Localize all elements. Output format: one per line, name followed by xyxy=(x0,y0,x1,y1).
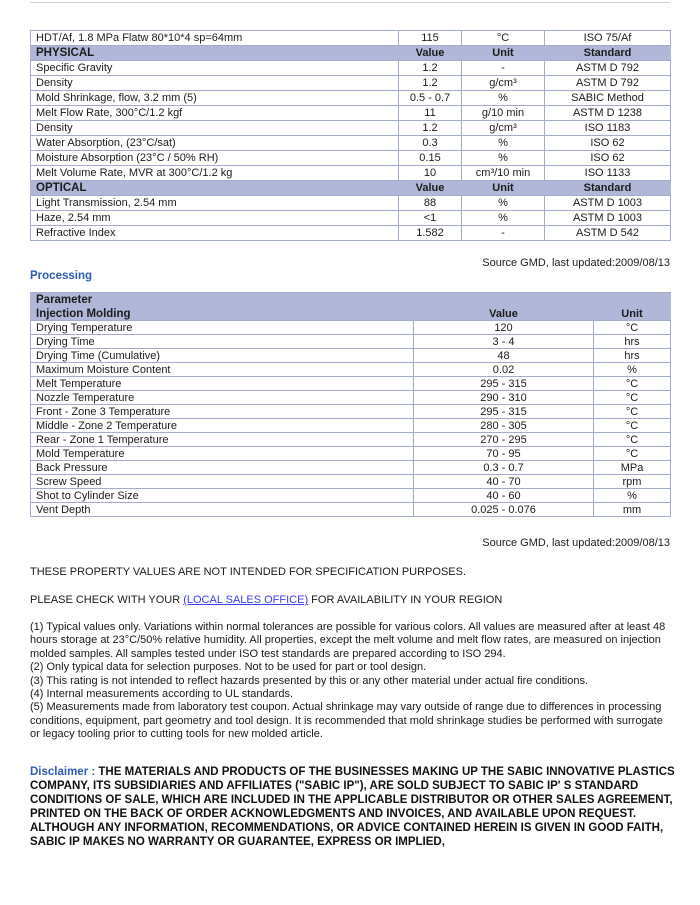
specification-note: THESE PROPERTY VALUES ARE NOT INTENDED FOR SPECIFICATION PURPOSES. xyxy=(30,566,467,578)
value-cell: 115 xyxy=(399,31,462,46)
property-row xyxy=(31,106,671,121)
parameter-cell: Rear - Zone 1 Temperature xyxy=(31,433,414,447)
source-note: Source GMD, last updated:2009/08/13 xyxy=(482,257,670,269)
property-row xyxy=(31,121,671,136)
property-cell: PHYSICAL xyxy=(31,46,399,61)
value-cell: 0.15 xyxy=(399,151,462,166)
processing-table xyxy=(30,292,671,517)
value-cell: 88 xyxy=(399,196,462,211)
parameter-cell: Mold Temperature xyxy=(31,447,414,461)
unit-cell: °C xyxy=(594,419,671,433)
value-cell: 0.3 - 0.7 xyxy=(414,461,594,475)
parameter-cell: Vent Depth xyxy=(31,503,414,517)
processing-row xyxy=(31,377,671,391)
source-note: Source GMD, last updated:2009/08/13 xyxy=(482,537,670,549)
standard-cell: ASTM D 1003 xyxy=(545,211,671,226)
property-row xyxy=(31,91,671,106)
property-cell: Mold Shrinkage, flow, 3.2 mm (5) xyxy=(31,91,399,106)
unit-cell: g/cm³ xyxy=(462,76,545,91)
property-cell: Water Absorption, (23°C/sat) xyxy=(31,136,399,151)
unit-cell: % xyxy=(594,363,671,377)
processing-section-heading: Processing xyxy=(30,270,92,282)
unit-cell: MPa xyxy=(594,461,671,475)
processing-row xyxy=(31,461,671,475)
value-cell: 0.3 xyxy=(399,136,462,151)
section-header-row xyxy=(31,46,671,61)
property-cell: Refractive Index xyxy=(31,226,399,241)
parameter-cell: Middle - Zone 2 Temperature xyxy=(31,419,414,433)
standard-cell: ISO 75/Af xyxy=(545,31,671,46)
value-cell: Value xyxy=(399,181,462,196)
unit-cell: °C xyxy=(594,433,671,447)
standard-cell: ASTM D 542 xyxy=(545,226,671,241)
value-cell: 0.02 xyxy=(414,363,594,377)
value-cell: 280 - 305 xyxy=(414,419,594,433)
availability-note xyxy=(30,594,502,606)
parameter-cell: Melt Temperature xyxy=(31,377,414,391)
standard-cell: ASTM D 1238 xyxy=(545,106,671,121)
unit-header-cell: Unit xyxy=(594,307,671,321)
unit-cell: % xyxy=(462,211,545,226)
processing-row xyxy=(31,503,671,517)
value-cell: 0.025 - 0.076 xyxy=(414,503,594,517)
property-cell: OPTICAL xyxy=(31,181,399,196)
parameter-cell: Nozzle Temperature xyxy=(31,391,414,405)
processing-row xyxy=(31,363,671,377)
parameter-cell: Drying Time xyxy=(31,335,414,349)
footnote-1: (1) Typical values only. Variations within normal tolerances are possible for various colors. All values are measured after at least 48 hours storage at 23°C/50% relative humidity. All properties, except the melt volume and melt flow rates, are measured on injection molded samples. All samples tested under ISO test standards are prepared according to ISO 294. xyxy=(30,621,666,660)
availability-suffix: FOR AVAILABILITY IN YOUR REGION xyxy=(308,594,503,606)
unit-cell: °C xyxy=(594,391,671,405)
value-cell: <1 xyxy=(399,211,462,226)
processing-row xyxy=(31,419,671,433)
unit-cell: g/10 min xyxy=(462,106,545,121)
unit-cell: °C xyxy=(594,447,671,461)
footnotes-block xyxy=(30,621,672,742)
unit-cell: °C xyxy=(594,377,671,391)
injection-molding-header-cell: Injection Molding xyxy=(31,307,414,321)
processing-row xyxy=(31,405,671,419)
property-row xyxy=(31,31,671,46)
unit-cell: Unit xyxy=(462,181,545,196)
processing-row xyxy=(31,433,671,447)
value-cell: Value xyxy=(399,46,462,61)
unit-cell: hrs xyxy=(594,349,671,363)
standard-cell: ASTM D 792 xyxy=(545,61,671,76)
property-cell: Melt Volume Rate, MVR at 300°C/1.2 kg xyxy=(31,166,399,181)
unit-cell: °C xyxy=(594,405,671,419)
processing-row xyxy=(31,321,671,335)
property-row xyxy=(31,166,671,181)
parameter-cell: Screw Speed xyxy=(31,475,414,489)
unit-cell: mm xyxy=(594,503,671,517)
property-row xyxy=(31,196,671,211)
value-cell: 290 - 310 xyxy=(414,391,594,405)
value-cell: 0.5 - 0.7 xyxy=(399,91,462,106)
availability-prefix: PLEASE CHECK WITH YOUR xyxy=(30,594,184,606)
standard-cell: ISO 62 xyxy=(545,151,671,166)
processing-row xyxy=(31,391,671,405)
processing-row xyxy=(31,447,671,461)
standard-cell: ISO 1133 xyxy=(545,166,671,181)
physical-optical-table-body xyxy=(31,31,671,241)
property-row xyxy=(31,61,671,76)
footnote-5: (5) Measurements made from laboratory test coupon. Actual shrinkage may vary outside of range due to differences in processing conditions, equipment, part geometry and tool design. It is recommended that mold shrinkage studies be performed with surrogate or legacy tooling prior to cutting tools for new molded article. xyxy=(30,701,663,741)
value-header-cell: Value xyxy=(414,307,594,321)
property-cell: Light Transmission, 2.54 mm xyxy=(31,196,399,211)
property-cell: Melt Flow Rate, 300°C/1.2 kgf xyxy=(31,106,399,121)
parameter-header-cell: Parameter xyxy=(31,293,671,307)
value-cell: 120 xyxy=(414,321,594,335)
unit-cell: % xyxy=(462,196,545,211)
unit-cell: cm³/10 min xyxy=(462,166,545,181)
property-row xyxy=(31,76,671,91)
value-cell: 1.2 xyxy=(399,76,462,91)
parameter-cell: Maximum Moisture Content xyxy=(31,363,414,377)
footnote-3: (3) This rating is not intended to reflect hazards presented by this or any other material under actual fire conditions. xyxy=(30,674,589,687)
property-cell: Density xyxy=(31,121,399,136)
value-cell: 270 - 295 xyxy=(414,433,594,447)
parameter-cell: Drying Time (Cumulative) xyxy=(31,349,414,363)
value-cell: 3 - 4 xyxy=(414,335,594,349)
disclaimer-block xyxy=(30,765,675,850)
unit-cell: °C xyxy=(462,31,545,46)
property-cell: Moisture Absorption (23°C / 50% RH) xyxy=(31,151,399,166)
value-cell: 1.2 xyxy=(399,121,462,136)
value-cell: 10 xyxy=(399,166,462,181)
disclaimer-text: THE MATERIALS AND PRODUCTS OF THE BUSINESSES MAKING UP THE SABIC INNOVATIVE PLASTICS COMPANY, ITS SUBSIDIARIES AND AFFILIATES ("SABIC IP"), ARE SOLD SUBJECT TO SABIC IP' S STANDARD CONDITIONS OF SALE, WHICH ARE INCLUDED IN THE APPLICABLE DISTRIBUTOR OR OTHER SALES AGREEMENT, PRINTED ON THE BACK OF ORDER ACKNOWLEDGMENTS AND INVOICES, AND AVAILABLE UPON REQUEST. ALTHOUGH ANY INFORMATION, RECOMMENDATIONS, OR ADVICE CONTAINED HEREIN IS GIVEN IN GOOD FAITH, SABIC IP MAKES NO WARRANTY OR GUARANTEE, EXPRESS OR IMPLIED, xyxy=(30,766,675,849)
footnote-4: (4) Internal measurements according to UL standards. xyxy=(30,688,294,701)
unit-cell: °C xyxy=(594,321,671,335)
value-cell: 11 xyxy=(399,106,462,121)
property-row xyxy=(31,151,671,166)
unit-cell: % xyxy=(462,151,545,166)
processing-row xyxy=(31,489,671,503)
property-cell: Density xyxy=(31,76,399,91)
unit-cell: rpm xyxy=(594,475,671,489)
unit-cell: % xyxy=(462,91,545,106)
value-cell: 48 xyxy=(414,349,594,363)
disclaimer-label: Disclaimer : xyxy=(30,766,96,778)
parameter-cell: Shot to Cylinder Size xyxy=(31,489,414,503)
processing-row xyxy=(31,475,671,489)
unit-cell: - xyxy=(462,61,545,76)
physical-optical-table xyxy=(30,30,671,241)
processing-row xyxy=(31,335,671,349)
unit-cell: - xyxy=(462,226,545,241)
standard-cell: ASTM D 1003 xyxy=(545,196,671,211)
property-row xyxy=(31,226,671,241)
property-cell: Specific Gravity xyxy=(31,61,399,76)
processing-table-body xyxy=(31,293,671,517)
parameter-cell: Drying Temperature xyxy=(31,321,414,335)
value-cell: 40 - 60 xyxy=(414,489,594,503)
value-cell: 40 - 70 xyxy=(414,475,594,489)
processing-header-row-columns xyxy=(31,307,671,321)
value-cell: 295 - 315 xyxy=(414,377,594,391)
unit-cell: g/cm³ xyxy=(462,121,545,136)
unit-cell: % xyxy=(594,489,671,503)
parameter-cell: Front - Zone 3 Temperature xyxy=(31,405,414,419)
property-row xyxy=(31,211,671,226)
property-row xyxy=(31,136,671,151)
section-header-row xyxy=(31,181,671,196)
standard-cell: ISO 62 xyxy=(545,136,671,151)
value-cell: 1.2 xyxy=(399,61,462,76)
processing-row xyxy=(31,349,671,363)
value-cell: 295 - 315 xyxy=(414,405,594,419)
parameter-cell: Back Pressure xyxy=(31,461,414,475)
page-cut-divider xyxy=(30,2,670,3)
standard-cell: Standard xyxy=(545,46,671,61)
property-cell: Haze, 2.54 mm xyxy=(31,211,399,226)
value-cell: 1.582 xyxy=(399,226,462,241)
unit-cell: Unit xyxy=(462,46,545,61)
property-cell: HDT/Af, 1.8 MPa Flatw 80*10*4 sp=64mm xyxy=(31,31,399,46)
standard-cell: ASTM D 792 xyxy=(545,76,671,91)
standard-cell: ISO 1183 xyxy=(545,121,671,136)
value-cell: 70 - 95 xyxy=(414,447,594,461)
processing-header-row-parameter xyxy=(31,293,671,307)
unit-cell: % xyxy=(462,136,545,151)
footnote-2: (2) Only typical data for selection purposes. Not to be used for part or tool design. xyxy=(30,661,427,674)
standard-cell: SABIC Method xyxy=(545,91,671,106)
unit-cell: hrs xyxy=(594,335,671,349)
standard-cell: Standard xyxy=(545,181,671,196)
local-sales-office-link[interactable]: (LOCAL SALES OFFICE) xyxy=(183,594,309,606)
